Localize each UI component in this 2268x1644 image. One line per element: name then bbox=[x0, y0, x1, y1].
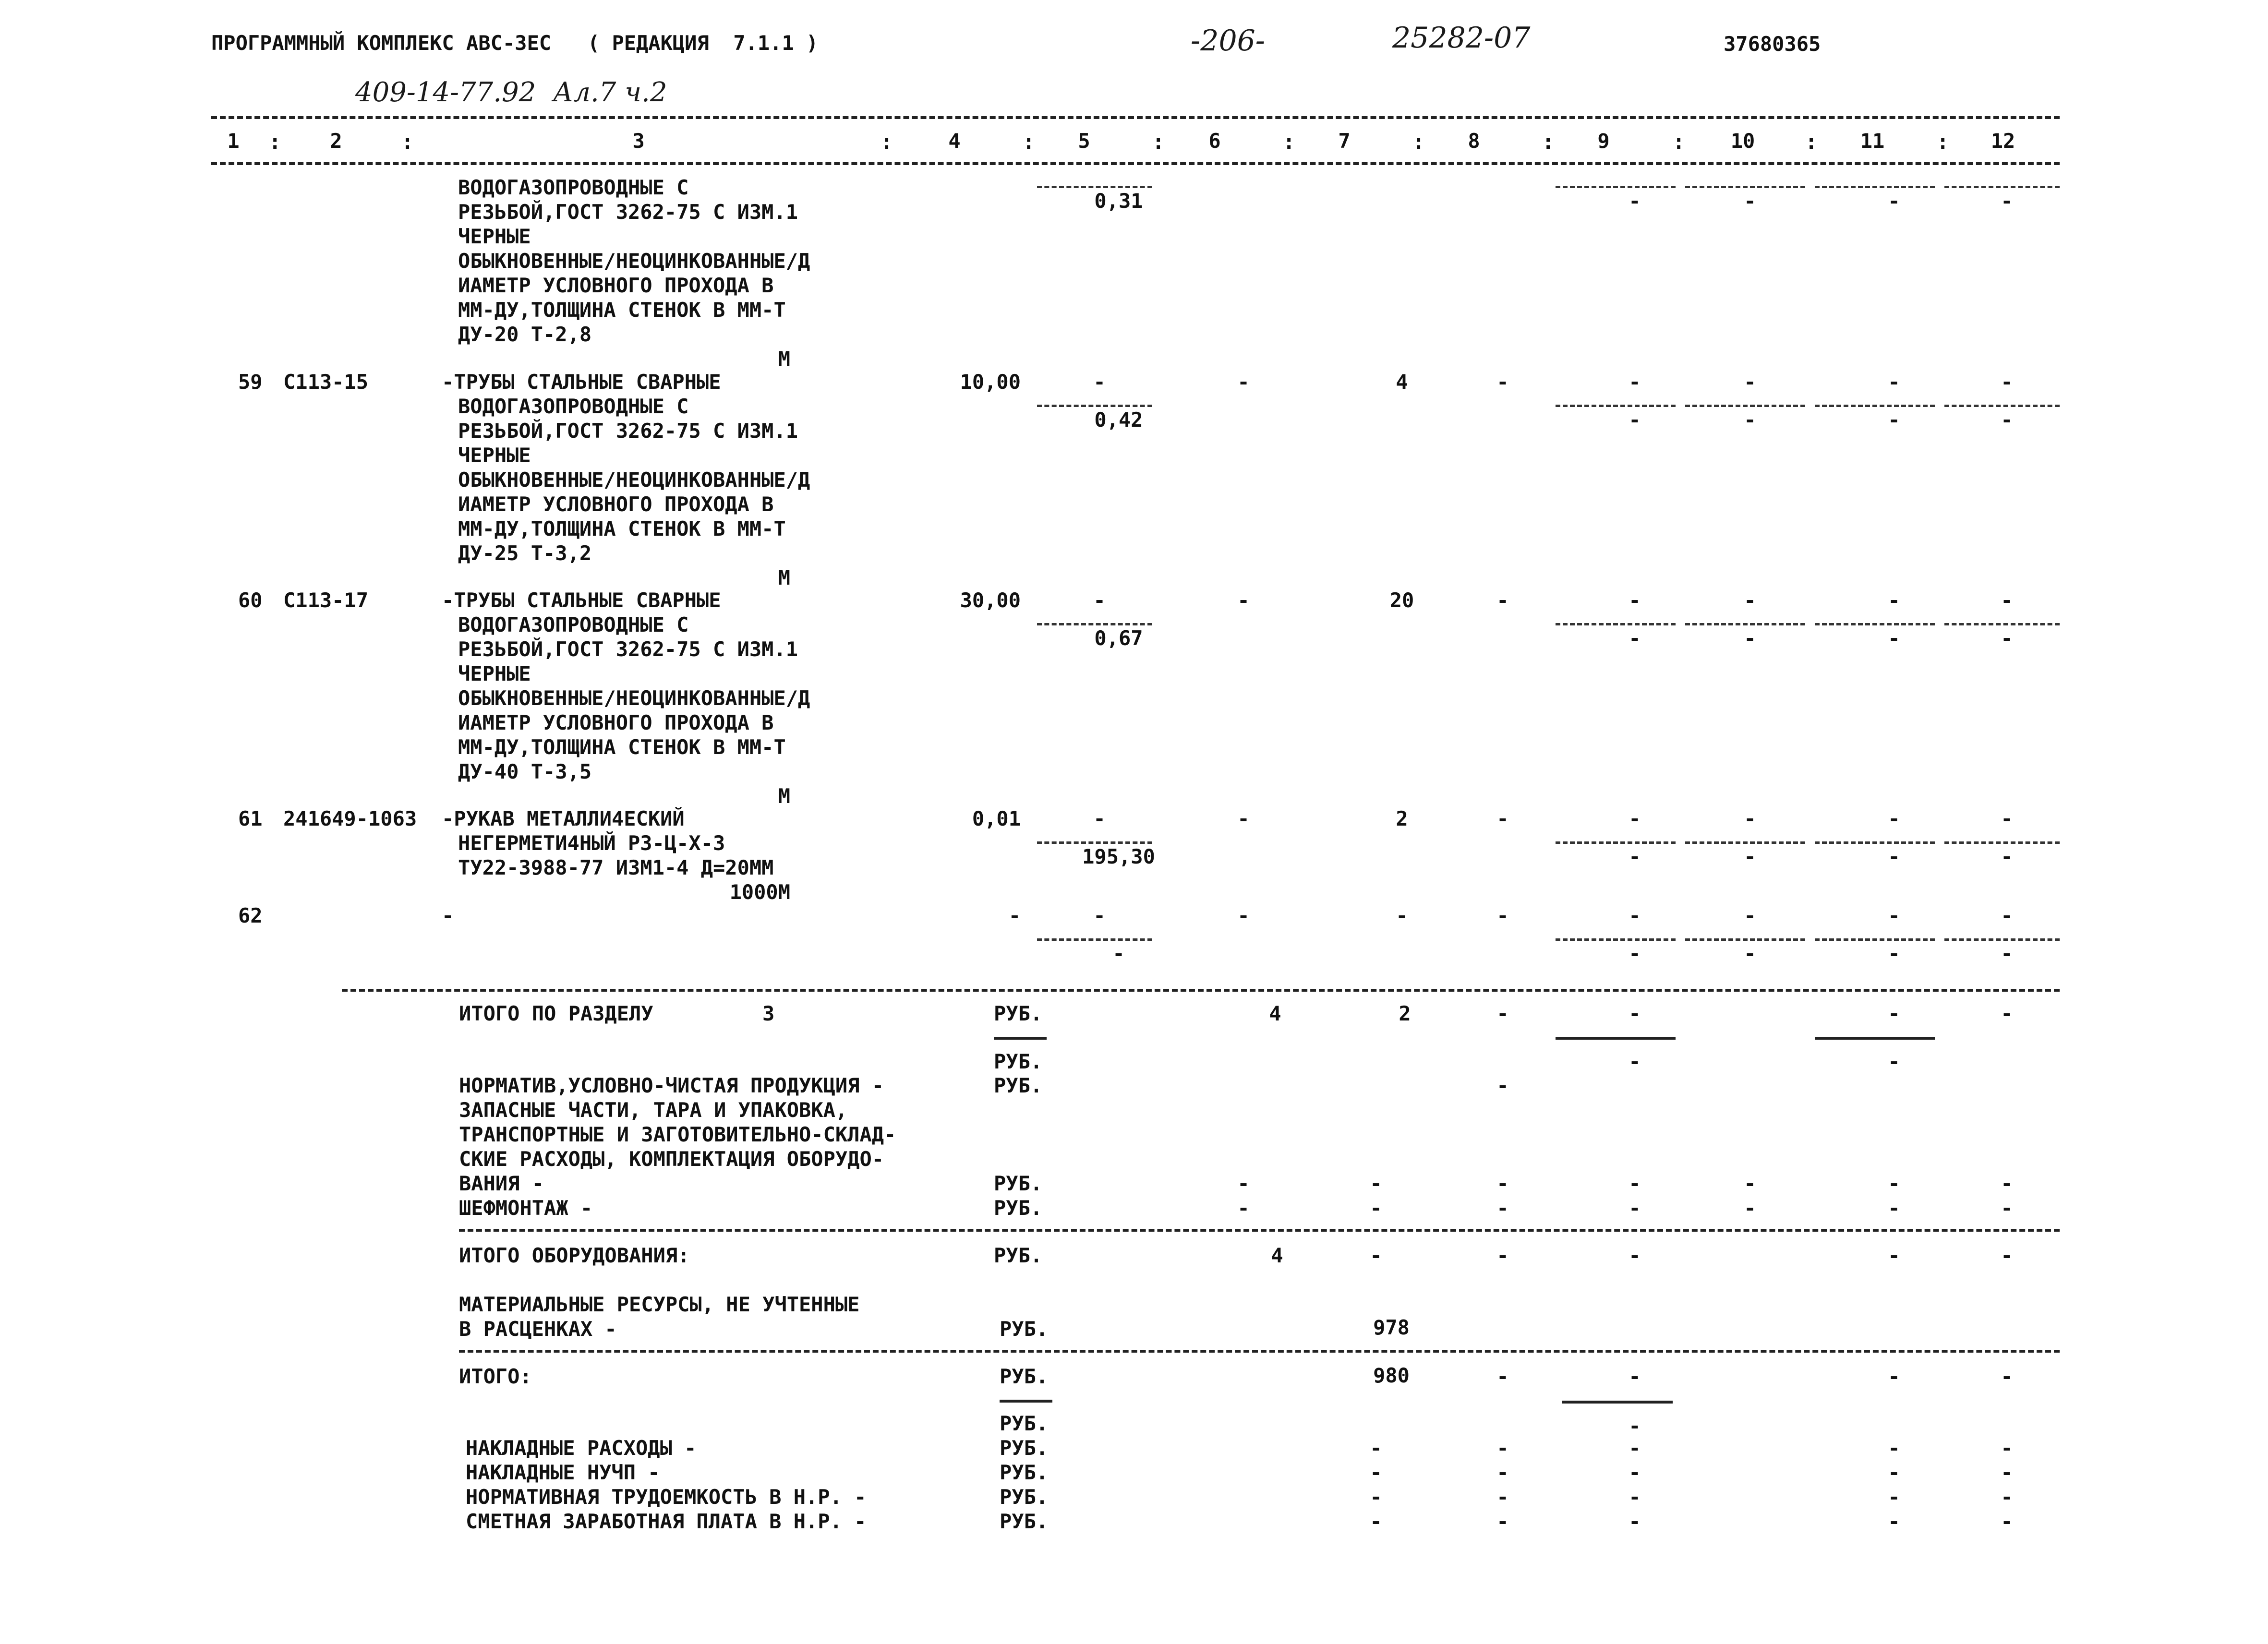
dash-cell: - bbox=[2001, 1002, 2013, 1025]
dash-cell: - bbox=[1629, 1414, 1641, 1438]
item-col5-unit-price: 0,67 bbox=[1094, 626, 1143, 650]
item-number: 61 bbox=[238, 807, 263, 830]
dash-cell: - bbox=[1496, 1510, 1509, 1533]
item-col8: - bbox=[1496, 370, 1509, 394]
dash-cell: - bbox=[1888, 1485, 1900, 1509]
cell-underline bbox=[1685, 841, 1805, 844]
item-description-line: ОБЫКНОВЕННЫЕ/НЕОЦИНКОВАННЫЕ/Д bbox=[458, 686, 810, 710]
column-separator: : bbox=[881, 130, 893, 154]
column-separator: : bbox=[1412, 130, 1425, 154]
cell-underline bbox=[1685, 623, 1805, 625]
dash-cell: - bbox=[1496, 1365, 1509, 1388]
item-unit: М bbox=[778, 566, 790, 589]
materials-col7: 978 bbox=[1373, 1316, 1410, 1339]
column-header-2: 2 bbox=[330, 129, 342, 153]
column-separator: : bbox=[1937, 130, 1949, 154]
section-total-col7: 2 bbox=[1399, 1002, 1411, 1025]
dash-cell: - bbox=[1370, 1436, 1382, 1460]
column-separator: : bbox=[1673, 130, 1685, 154]
item-description-line: ММ-ДУ,ТОЛЩИНА СТЕНОК В ММ-Т bbox=[458, 735, 786, 759]
dash-cell: - bbox=[2001, 1436, 2013, 1460]
item-description-line: ЧЕРНЫЕ bbox=[458, 444, 531, 467]
cell-underline bbox=[1815, 623, 1935, 625]
item-col10: - bbox=[1744, 904, 1756, 927]
item-col11-sub: - bbox=[1888, 408, 1900, 432]
overhead-line: НОРМАТИВНАЯ ТРУДОЕМКОСТЬ В Н.Р. - bbox=[466, 1485, 867, 1509]
item-col5: - bbox=[1093, 588, 1106, 612]
dash-cell: - bbox=[1629, 1002, 1641, 1025]
overhead-line: НАКЛАДНЫЕ НУЧП - bbox=[466, 1461, 660, 1484]
section-total-rule bbox=[342, 989, 2060, 992]
dash-cell: - bbox=[1629, 1196, 1641, 1220]
cell-underline bbox=[1037, 623, 1152, 625]
cell-underline bbox=[1815, 186, 1935, 188]
item-description-line: РЕЗЬБОЙ,ГОСТ 3262-75 С ИЗМ.1 bbox=[458, 419, 798, 443]
item-col11: - bbox=[1888, 588, 1900, 612]
column-separator: : bbox=[269, 130, 281, 154]
item-col11-sub: - bbox=[1888, 942, 1900, 965]
item-description-line: ЧЕРНЫЕ bbox=[458, 662, 531, 685]
materials-currency: РУБ. bbox=[1000, 1317, 1049, 1341]
cell-underline bbox=[1815, 938, 1935, 941]
overhead-line: СМЕТНАЯ ЗАРАБОТНАЯ ПЛАТА В Н.Р. - bbox=[466, 1510, 867, 1533]
item-col12-sub: - bbox=[2001, 408, 2013, 432]
norm-currency: РУБ. bbox=[994, 1074, 1043, 1097]
overhead-line: НАКЛАДНЫЕ РАСХОДЫ - bbox=[466, 1436, 697, 1460]
currency-underline bbox=[1000, 1400, 1052, 1403]
item-col8: - bbox=[1496, 807, 1509, 830]
item-col10: - bbox=[1744, 588, 1756, 612]
item-col7: 2 bbox=[1396, 807, 1408, 830]
dash-cell: - bbox=[1496, 1461, 1509, 1484]
norm-line: ШЕФМОНТАЖ - bbox=[459, 1196, 593, 1220]
item-col5: - bbox=[1093, 904, 1106, 927]
dash-cell: - bbox=[1888, 1461, 1900, 1484]
item-col6: - bbox=[1237, 904, 1250, 927]
dash-cell: - bbox=[1370, 1196, 1382, 1220]
dash-cell: - bbox=[1888, 1196, 1900, 1220]
dash-cell: - bbox=[1496, 1436, 1509, 1460]
item-unit: М bbox=[778, 347, 790, 371]
cell-underline bbox=[1685, 938, 1805, 941]
total-col7: 980 bbox=[1373, 1364, 1410, 1387]
dash-cell: - bbox=[1629, 1461, 1641, 1484]
dash-cell: - bbox=[1744, 1196, 1756, 1220]
column-header-8: 8 bbox=[1468, 129, 1480, 153]
program-header: ПРОГРАММНЫЙ КОМПЛЕКС АВС-3ЕС ( РЕДАКЦИЯ 7.1.1 ) bbox=[211, 31, 819, 55]
section-total-col6: 4 bbox=[1269, 1002, 1281, 1025]
equipment-total-label: ИТОГО ОБОРУДОВАНИЯ: bbox=[459, 1244, 690, 1267]
item-unit: 1000М bbox=[729, 880, 790, 904]
item-col7: 4 bbox=[1396, 370, 1408, 394]
column-header-10: 10 bbox=[1730, 129, 1755, 153]
item-col5-unit-price: 195,30 bbox=[1082, 845, 1155, 868]
document-code: 37680365 bbox=[1724, 32, 1821, 56]
item-description-line: ДУ-20 Т-2,8 bbox=[458, 323, 592, 346]
cell-underline bbox=[1556, 623, 1676, 625]
item-description-line: ИАМЕТР УСЛОВНОГО ПРОХОДА В bbox=[458, 492, 774, 516]
item-description-line: -ТРУБЫ СТАЛЬНЫЕ СВАРНЫЕ bbox=[442, 370, 721, 394]
dash-cell: - bbox=[1888, 1002, 1900, 1025]
document-number: 25282-07 bbox=[1392, 21, 1531, 55]
column-header-1: 1 bbox=[227, 129, 240, 153]
item-col7: 20 bbox=[1389, 588, 1414, 612]
total-currency: РУБ. bbox=[1000, 1365, 1049, 1388]
dash-cell: - bbox=[1888, 1172, 1900, 1195]
item-col11-sub: - bbox=[1888, 626, 1900, 650]
norm-currency: РУБ. bbox=[994, 1172, 1043, 1195]
dash-cell: - bbox=[1370, 1172, 1382, 1195]
item-description-line: ВОДОГАЗОПРОВОДНЫЕ С bbox=[458, 395, 689, 418]
item-col10: - bbox=[1744, 807, 1756, 830]
column-header-3: 3 bbox=[632, 129, 645, 153]
item-description-line: ВОДОГАЗОПРОВОДНЫЕ С bbox=[458, 613, 689, 636]
total-rule bbox=[459, 1350, 2060, 1353]
overhead-currency: РУБ. bbox=[1000, 1461, 1049, 1484]
item-col9-sub: - bbox=[1629, 845, 1641, 868]
item-description-line: ИАМЕТР УСЛОВНОГО ПРОХОДА В bbox=[458, 711, 774, 734]
column-header-7: 7 bbox=[1338, 129, 1351, 153]
item-col10-sub: - bbox=[1744, 942, 1756, 965]
column-header-4: 4 bbox=[948, 129, 961, 153]
dash-cell: - bbox=[2001, 1485, 2013, 1509]
dash-cell: - bbox=[1744, 1172, 1756, 1195]
dash-cell: - bbox=[1496, 1244, 1509, 1267]
item-col12: - bbox=[2001, 370, 2013, 394]
item-col10-sub: - bbox=[1744, 189, 1756, 213]
item-col5-unit-price: 0,31 bbox=[1094, 189, 1143, 213]
item-col9: - bbox=[1629, 588, 1641, 612]
column-header-12: 12 bbox=[1991, 129, 2015, 153]
column-separator: : bbox=[1152, 130, 1165, 154]
header-rule-top bbox=[211, 116, 2060, 119]
cell-underline bbox=[1944, 938, 2060, 941]
item-description-line: РЕЗЬБОЙ,ГОСТ 3262-75 С ИЗМ.1 bbox=[458, 637, 798, 661]
column-header-5: 5 bbox=[1078, 129, 1090, 153]
dash-cell: - bbox=[1888, 1050, 1900, 1073]
item-code: С113-15 bbox=[283, 370, 369, 394]
total-label: ИТОГО: bbox=[459, 1365, 532, 1388]
cell-underline bbox=[1944, 405, 2060, 407]
dash-cell: - bbox=[1237, 1196, 1250, 1220]
item-description-line: НЕГЕРМЕТИ4НЫЙ Р3-Ц-Х-3 bbox=[458, 831, 725, 855]
item-number: 59 bbox=[238, 370, 263, 394]
item-col6: - bbox=[1237, 807, 1250, 830]
item-col9-sub: - bbox=[1629, 408, 1641, 432]
item-number: 62 bbox=[238, 904, 263, 927]
cell-underline bbox=[1037, 938, 1152, 941]
column-separator: : bbox=[401, 130, 414, 154]
norm-currency: РУБ. bbox=[994, 1196, 1043, 1220]
overhead-currency: РУБ. bbox=[1000, 1485, 1049, 1509]
cell-underline bbox=[1815, 841, 1935, 844]
item-col11: - bbox=[1888, 807, 1900, 830]
item-col9-sub: - bbox=[1629, 942, 1641, 965]
equipment-currency: РУБ. bbox=[994, 1244, 1043, 1267]
item-col9: - bbox=[1629, 807, 1641, 830]
dash-cell: - bbox=[1370, 1461, 1382, 1484]
cell-underline bbox=[1556, 938, 1676, 941]
item-col10-sub: - bbox=[1744, 626, 1756, 650]
item-col12: - bbox=[2001, 588, 2013, 612]
currency-underline bbox=[994, 1037, 1047, 1040]
equipment-total-col6: 4 bbox=[1271, 1244, 1283, 1267]
item-description-line: - bbox=[442, 904, 454, 927]
dash-cell: - bbox=[2001, 1196, 2013, 1220]
item-description-line: ЧЕРНЫЕ bbox=[458, 225, 531, 248]
dash-cell: - bbox=[1496, 1002, 1509, 1025]
section-total-currency: РУБ. bbox=[994, 1002, 1043, 1025]
dash-cell: - bbox=[1888, 1436, 1900, 1460]
item-col11: - bbox=[1888, 904, 1900, 927]
dash-cell: - bbox=[1237, 1172, 1250, 1195]
item-col6: - bbox=[1237, 370, 1250, 394]
overhead-currency: РУБ. bbox=[1000, 1436, 1049, 1460]
dash-cell: - bbox=[1629, 1436, 1641, 1460]
cell-underline bbox=[1944, 186, 2060, 188]
item-col7: - bbox=[1396, 904, 1408, 927]
column-separator: : bbox=[1542, 130, 1555, 154]
item-col8: - bbox=[1496, 904, 1509, 927]
total-col9-underline bbox=[1562, 1401, 1673, 1404]
dash-cell: - bbox=[2001, 1365, 2013, 1388]
cell-underline bbox=[1685, 186, 1805, 188]
dash-cell: - bbox=[2001, 1172, 2013, 1195]
item-col5-unit-price: - bbox=[1112, 942, 1125, 965]
item-col6: - bbox=[1237, 588, 1250, 612]
materials-line: МАТЕРИАЛЬНЫЕ РЕСУРСЫ, НЕ УЧТЕННЫЕ bbox=[459, 1293, 860, 1316]
item-description-line: ММ-ДУ,ТОЛЩИНА СТЕНОК В ММ-Т bbox=[458, 298, 786, 322]
item-col10-sub: - bbox=[1744, 845, 1756, 868]
equipment-rule bbox=[459, 1229, 2060, 1232]
item-description-line: ММ-ДУ,ТОЛЩИНА СТЕНОК В ММ-Т bbox=[458, 517, 786, 540]
dash-cell: - bbox=[2001, 1461, 2013, 1484]
norm-line: ЗАПАСНЫЕ ЧАСТИ, ТАРА И УПАКОВКА, bbox=[459, 1098, 848, 1122]
norm-line: СКИЕ РАСХОДЫ, КОМПЛЕКТАЦИЯ ОБОРУДО- bbox=[459, 1147, 884, 1171]
cell-underline bbox=[1556, 841, 1676, 844]
item-col12-sub: - bbox=[2001, 845, 2013, 868]
cell-underline bbox=[1815, 1037, 1935, 1040]
dash-cell: - bbox=[2001, 1244, 2013, 1267]
materials-line: В РАСЦЕНКАХ - bbox=[459, 1317, 617, 1341]
dash-cell: - bbox=[1370, 1485, 1382, 1509]
dash-cell: - bbox=[2001, 1510, 2013, 1533]
dash-cell: - bbox=[1496, 1196, 1509, 1220]
page-number: -206- bbox=[1191, 24, 1266, 58]
cell-underline bbox=[1815, 405, 1935, 407]
item-col4: 10,00 bbox=[960, 370, 1021, 394]
overhead-currency: РУБ. bbox=[1000, 1412, 1049, 1435]
item-description-line: РЕЗЬБОЙ,ГОСТ 3262-75 С ИЗМ.1 bbox=[458, 200, 798, 224]
item-code: 241649-1063 bbox=[283, 807, 417, 830]
cell-underline bbox=[1037, 186, 1152, 188]
item-description-line: ИАМЕТР УСЛОВНОГО ПРОХОДА В bbox=[458, 274, 774, 297]
item-description-line: ОБЫКНОВЕННЫЕ/НЕОЦИНКОВАННЫЕ/Д bbox=[458, 468, 810, 492]
item-col9-sub: - bbox=[1629, 189, 1641, 213]
item-col8: - bbox=[1496, 588, 1509, 612]
column-separator: : bbox=[1023, 130, 1035, 154]
dash-cell: - bbox=[1629, 1485, 1641, 1509]
dash-cell: - bbox=[1888, 1244, 1900, 1267]
dash-cell: - bbox=[1370, 1510, 1382, 1533]
item-col12-sub: - bbox=[2001, 942, 2013, 965]
item-col4: 30,00 bbox=[960, 588, 1021, 612]
item-col12: - bbox=[2001, 904, 2013, 927]
item-number: 60 bbox=[238, 588, 263, 612]
cell-underline bbox=[1685, 405, 1805, 407]
column-header-9: 9 bbox=[1597, 129, 1610, 153]
item-description-line: ОБЫКНОВЕННЫЕ/НЕОЦИНКОВАННЫЕ/Д bbox=[458, 249, 810, 273]
item-col11-sub: - bbox=[1888, 845, 1900, 868]
item-description-line: -ТРУБЫ СТАЛЬНЫЕ СВАРНЫЕ bbox=[442, 588, 721, 612]
item-col12: - bbox=[2001, 807, 2013, 830]
item-col11: - bbox=[1888, 370, 1900, 394]
item-description-line: -РУКАВ МЕТАЛЛИ4ЕСКИЙ bbox=[442, 807, 685, 830]
cell-underline bbox=[1556, 1037, 1676, 1040]
item-col9: - bbox=[1629, 904, 1641, 927]
item-col5: - bbox=[1093, 807, 1106, 830]
norm-line: НОРМАТИВ,УСЛОВНО-ЧИСТАЯ ПРОДУКЦИЯ - bbox=[459, 1074, 884, 1097]
item-unit: М bbox=[778, 784, 790, 808]
item-col12-sub: - bbox=[2001, 189, 2013, 213]
dash-cell: - bbox=[1629, 1365, 1641, 1388]
norm-line: ВАНИЯ - bbox=[459, 1172, 544, 1195]
item-description-line: ВОДОГАЗОПРОВОДНЫЕ С bbox=[458, 176, 689, 199]
cell-underline bbox=[1037, 405, 1152, 407]
section-number: 3 bbox=[762, 1002, 775, 1025]
dash-cell: - bbox=[1888, 1365, 1900, 1388]
item-col9-sub: - bbox=[1629, 626, 1641, 650]
header-rule-bottom bbox=[211, 162, 2060, 165]
cell-underline bbox=[1037, 841, 1152, 844]
item-description-line: ДУ-25 Т-3,2 bbox=[458, 541, 592, 565]
dash-cell: - bbox=[1629, 1172, 1641, 1195]
item-col10: - bbox=[1744, 370, 1756, 394]
dash-cell: - bbox=[1629, 1050, 1641, 1073]
section-total-label: ИТОГО ПО РАЗДЕЛУ bbox=[459, 1002, 653, 1025]
item-code: С113-17 bbox=[283, 588, 369, 612]
cell-underline bbox=[1944, 841, 2060, 844]
item-col5: - bbox=[1093, 370, 1106, 394]
column-separator: : bbox=[1805, 130, 1818, 154]
norm-line: ТРАНСПОРТНЫЕ И ЗАГОТОВИТЕЛЬНО-СКЛАД- bbox=[459, 1123, 896, 1146]
item-col4: 0,01 bbox=[972, 807, 1021, 830]
column-separator: : bbox=[1283, 130, 1295, 154]
item-col9: - bbox=[1629, 370, 1641, 394]
dash-cell: - bbox=[1496, 1172, 1509, 1195]
column-header-6: 6 bbox=[1208, 129, 1221, 153]
cell-underline bbox=[1556, 405, 1676, 407]
item-col4: - bbox=[1008, 904, 1021, 927]
handwritten-reference: 409-14-77.92 Ал.7 ч.2 bbox=[355, 77, 667, 108]
item-col10-sub: - bbox=[1744, 408, 1756, 432]
item-description-line: ДУ-40 Т-3,5 bbox=[458, 760, 592, 783]
item-col12-sub: - bbox=[2001, 626, 2013, 650]
item-col5-unit-price: 0,42 bbox=[1094, 408, 1143, 432]
dash-cell: - bbox=[1370, 1244, 1382, 1267]
overhead-currency: РУБ. bbox=[1000, 1510, 1049, 1533]
column-header-11: 11 bbox=[1860, 129, 1885, 153]
item-description-line: ТУ22-3988-77 ИЗМ1-4 Д=20ММ bbox=[458, 856, 774, 879]
cell-underline bbox=[1944, 623, 2060, 625]
dash-cell: - bbox=[1496, 1485, 1509, 1509]
dash-cell: - bbox=[1496, 1074, 1509, 1097]
dash-cell: - bbox=[1629, 1244, 1641, 1267]
section-total-currency-2: РУБ. bbox=[994, 1050, 1043, 1073]
item-col11-sub: - bbox=[1888, 189, 1900, 213]
cell-underline bbox=[1556, 186, 1676, 188]
dash-cell: - bbox=[1629, 1510, 1641, 1533]
dash-cell: - bbox=[1888, 1510, 1900, 1533]
